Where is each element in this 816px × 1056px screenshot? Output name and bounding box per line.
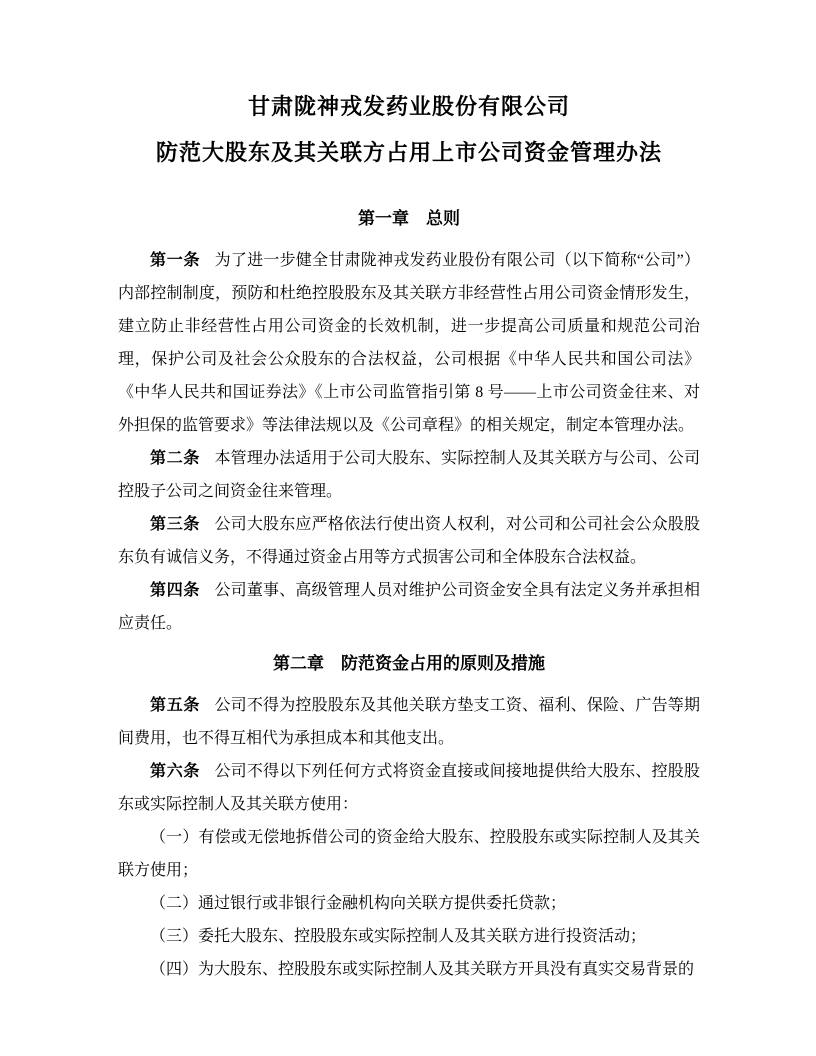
document-title-line-2: 防范大股东及其关联方占用上市公司资金管理办法 [155,140,662,165]
document-title-line-1: 甘肃陇神戎发药业股份有限公司 [247,94,570,119]
article-2-text: 本管理办法适用于公司大股东、实际控制人及其关联方与公司、公司控股子公司之间资金往来管理。 [118,450,700,500]
article-1-text: 为了进一步健全甘肃陇神戎发药业股份有限公司（以下简称“公司”）内部控制制度，预防和杜绝控股股东及其关联方非经营性占用公司资金情形发生，建立防止非经营性占用公司资金的长效机制，进一步提高公司质量和规范公司治理，保护公司及社会公众股东的合法权益，公司根据《中华人民共和国公司法》《中华人民共和国证券法》《上市公司监管指引第 8 号——上市公司资金往来、对外担保的监管要求》等法律法规以及《公司章程》的相关规定，制定本管理办法。 [118,252,700,434]
chapter-2-heading: 第二章 防范资金占用的原则及措施 [273,654,545,673]
article-1-paragraph [118,244,700,442]
article-6-paragraph [118,755,700,821]
article-6-list-item-3: （三）委托大股东、控股股东或实际控制人及其关联方进行投资活动； [150,928,647,945]
article-5-text: 公司不得为控股股东及其他关联方垫支工资、福利、保险、广告等期间费用，也不得互相代为承担成本和其他支出。 [118,697,700,747]
article-6-list-item-1: （一）有偿或无偿地拆借公司的资金给大股东、控股股东或实际控制人及其关联方使用； [118,829,700,879]
chapter-1-heading: 第一章 总则 [358,209,460,228]
article-2-paragraph [118,442,700,508]
article-5-label: 第五条 [150,697,201,714]
article-4-paragraph [118,574,700,640]
article-3-text: 公司大股东应严格依法行使出资人权利，对公司和公司社会公众股股东负有诚信义务，不得通过资金占用等方式损害公司和全体股东合法权益。 [118,516,700,566]
article-6-text: 公司不得以下列任何方式将资金直接或间接地提供给大股东、控股股东或实际控制人及其关联方使用： [118,763,700,813]
article-1-label: 第一条 [150,252,201,269]
article-6-list-item-4: （四）为大股东、控股股东或实际控制人及其关联方开具没有真实交易背景的 [150,961,695,978]
article-5-paragraph [118,689,700,755]
article-4-label: 第四条 [150,582,201,599]
article-3-label: 第三条 [150,516,201,533]
article-3-paragraph [118,508,700,574]
article-2-label: 第二条 [150,450,201,467]
article-6-label: 第六条 [150,763,201,780]
document-title [118,84,700,176]
article-6-list-item-2: （二）通过银行或非银行金融机构向关联方提供委托贷款； [150,895,567,912]
article-4-text: 公司董事、高级管理人员对维护公司资金安全具有法定义务并承担相应责任。 [118,582,700,632]
